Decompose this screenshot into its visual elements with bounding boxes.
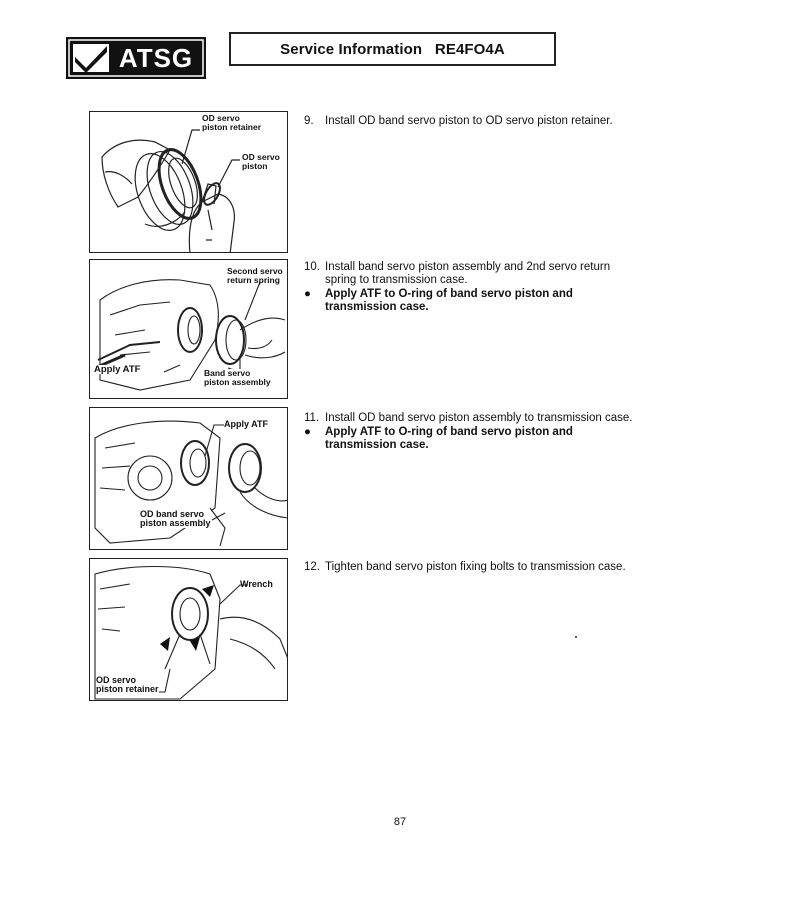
- figure-od-band-servo-assembly: [89, 407, 288, 550]
- page-number: 87: [393, 816, 407, 828]
- label-second-servo-return-spring: Second servo return spring: [227, 266, 283, 285]
- figure-wrench-tighten: [89, 558, 288, 701]
- step-9: [304, 115, 640, 128]
- step-number: 9.: [304, 115, 314, 127]
- figure-od-servo-piston: [89, 111, 288, 253]
- atsg-logo: [66, 37, 206, 79]
- step-number: 10.: [304, 261, 320, 273]
- bullet-icon: ●: [304, 288, 311, 300]
- bullet-icon: ●: [304, 426, 311, 438]
- ink-speck: [575, 636, 577, 638]
- step-10: [304, 261, 640, 314]
- page-title: Service Information RE4FO4A: [280, 41, 505, 58]
- label-od-servo-piston-retainer: OD servo piston retainer: [96, 675, 159, 694]
- figure-band-servo-piston-assembly: [89, 259, 288, 399]
- step-text: Install OD band servo piston to OD servo piston retainer.: [325, 115, 613, 127]
- hands-piston-illustration: [90, 112, 288, 253]
- step-number: 12.: [304, 561, 320, 573]
- label-apply-atf: Apply ATF: [224, 419, 268, 429]
- transmission-case-od-illustration: [90, 408, 288, 550]
- step-note: [304, 288, 640, 314]
- step-11: [304, 412, 640, 452]
- label-od-band-servo-piston-assembly: OD band servo piston assembly: [140, 509, 211, 528]
- label-band-servo-piston-assembly: Band servo piston assembly: [204, 368, 271, 387]
- note-text: Apply ATF to O-ring of band servo piston and transmission case.: [325, 426, 573, 451]
- label-od-servo-piston: OD servo piston: [242, 152, 280, 171]
- label-apply-atf: Apply ATF: [94, 364, 141, 375]
- logo-text: ATSG: [118, 43, 194, 73]
- page-title-box: [229, 32, 556, 66]
- step-text: Install band servo piston assembly and 2nd servo return spring to transmission case.: [325, 261, 611, 286]
- step-text: Tighten band servo piston fixing bolts to transmission case.: [325, 561, 626, 573]
- label-od-servo-piston-retainer: OD servo piston retainer: [202, 113, 262, 132]
- step-12: [304, 561, 640, 574]
- note-text: Apply ATF to O-ring of band servo piston and transmission case.: [325, 288, 573, 313]
- step-note: [304, 426, 640, 452]
- step-text: Install OD band servo piston assembly to transmission case.: [325, 412, 633, 424]
- label-wrench: Wrench: [240, 579, 273, 589]
- step-number: 11.: [304, 412, 320, 424]
